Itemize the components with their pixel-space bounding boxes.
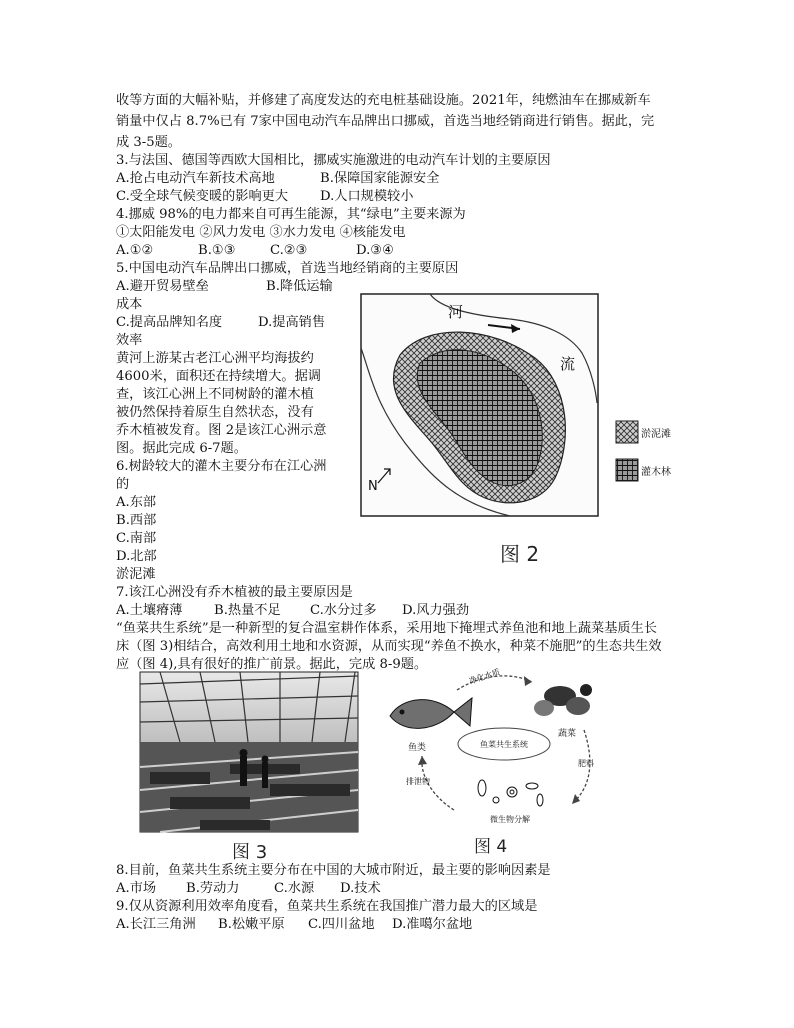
legend-mudflat-swatch bbox=[616, 421, 638, 443]
figure-3 bbox=[140, 672, 360, 864]
q4-items: ①太阳能发电 ②风力发电 ③水力发电 ④核能发电 bbox=[116, 225, 406, 240]
q5-options-cd bbox=[116, 314, 325, 332]
passage2-line-4: 被仍然保持着原生自然状态，没有 bbox=[116, 405, 314, 420]
fish-label: 鱼类 bbox=[408, 743, 427, 753]
q6-stem-cont: 的 bbox=[116, 477, 130, 492]
q7-option-a[interactable]: A.土壤瘠薄 bbox=[116, 603, 183, 618]
north-label: N bbox=[368, 479, 378, 494]
q8-option-b[interactable]: B.劳动力 bbox=[186, 881, 240, 896]
q3-option-b[interactable]: B.保障国家能源安全 bbox=[320, 171, 440, 186]
q9-stem: 9.仅从资源利用效率角度看，鱼菜共生系统在我国推广潜力最大的区域是 bbox=[116, 899, 538, 914]
q4-option-c[interactable]: C.②③ bbox=[270, 243, 308, 258]
q9-option-a[interactable]: A.长江三角洲 bbox=[116, 917, 196, 932]
q4-stem: 4.挪威 98%的电力都来自可再生能源，其“绿电”主要来源为 bbox=[116, 207, 466, 222]
island-map bbox=[360, 293, 671, 573]
passage2-line-6: 图。据此完成 6-7题。 bbox=[116, 441, 247, 456]
q5-option-b-cont: 成本 bbox=[116, 297, 143, 312]
center-label: 鱼菜共生系统 bbox=[480, 740, 528, 749]
q9-option-b[interactable]: B.松嫩平原 bbox=[218, 917, 285, 932]
q5-stem: 5.中国电动汽车品牌出口挪威，首选当地经销商的主要原因 bbox=[116, 261, 459, 276]
q5-option-c[interactable]: C.提高品牌知名度 bbox=[116, 315, 223, 330]
q3-options-cd bbox=[116, 188, 413, 206]
q7-stem: 7.该江心洲没有乔木植被的最主要原因是 bbox=[116, 585, 353, 600]
river-label-2: 流 bbox=[560, 355, 576, 373]
intro-line-3: 成 3-5题。 bbox=[116, 135, 181, 150]
legend-mudflat-label: 淤泥滩 bbox=[641, 429, 671, 440]
q8-option-a[interactable]: A.市场 bbox=[116, 881, 157, 896]
q9-options bbox=[116, 916, 472, 934]
q4-options bbox=[116, 242, 394, 260]
legend-shrub-swatch bbox=[616, 459, 638, 481]
q3-stem: 3.与法国、德国等西欧大国相比，挪威实施激进的电动汽车计划的主要原因 bbox=[116, 153, 551, 168]
figure-2-caption: 图 2 bbox=[500, 542, 540, 566]
fish-icon bbox=[390, 700, 454, 729]
passage3-line-3: 应（图 4),具有很好的推广前景。据此，完成 8-9题。 bbox=[116, 657, 428, 672]
q3-options-ab bbox=[116, 170, 439, 188]
q6-option-b[interactable]: B.西部 bbox=[116, 513, 157, 528]
q8-option-d[interactable]: D.技术 bbox=[340, 881, 381, 896]
q7-option-b[interactable]: B.热量不足 bbox=[214, 603, 281, 618]
q5-option-d[interactable]: D.提高销售 bbox=[258, 315, 326, 330]
passage2-line-5: 乔木植被发育。图 2是该江心洲示意 bbox=[116, 423, 327, 438]
q3-option-c[interactable]: C.受全球气候变暖的影响更大 bbox=[116, 189, 289, 204]
q9-option-c[interactable]: C.四川盆地 bbox=[308, 917, 375, 932]
river-label-1: 河 bbox=[448, 303, 464, 321]
passage2-line-3: 查，该江心洲上不同树龄的灌木植 bbox=[116, 387, 314, 402]
q4-option-b[interactable]: B.①③ bbox=[198, 243, 236, 258]
top-label: 净化水质 bbox=[467, 667, 502, 686]
q3-option-a[interactable]: A.抢占电动汽车新技术高地 bbox=[116, 171, 275, 186]
q8-stem: 8.目前，鱼菜共生系统主要分布在中国的大城市附近，最主要的影响因素是 bbox=[116, 863, 551, 878]
q5-option-b[interactable]: B.降低运输 bbox=[266, 279, 333, 294]
q5-option-d-cont: 效率 bbox=[116, 333, 143, 348]
q7-options bbox=[116, 602, 469, 620]
q5-options-ab bbox=[116, 278, 333, 296]
bottom-label: 微生物分解 bbox=[490, 815, 530, 824]
figure-4 bbox=[372, 664, 642, 860]
figure-4-caption: 图 4 bbox=[474, 837, 508, 857]
q4-option-d[interactable]: D.③④ bbox=[356, 243, 394, 258]
passage3-line-1: “鱼菜共生系统”是一种新型的复合温室耕作体系，采用地下掩埋式养鱼池和地上蔬菜基质生长 bbox=[116, 621, 657, 636]
q5-option-a[interactable]: A.避开贸易壁垒 bbox=[116, 279, 209, 294]
legend-shrub-label: 灌木林 bbox=[641, 467, 671, 478]
passage3-line-2: 床（图 3)相结合，高效利用土地和水资源，从而实现“养鱼不换水，种菜不施肥”的生态共生效 bbox=[116, 639, 662, 654]
greenhouse-photo bbox=[140, 672, 360, 864]
vegetable-label: 蔬菜 bbox=[558, 729, 577, 739]
worker-figure-2 bbox=[262, 762, 268, 788]
q4-option-a[interactable]: A.①② bbox=[116, 243, 154, 258]
q3-option-d[interactable]: D.人口规模较小 bbox=[320, 189, 414, 204]
figure-3-caption: 图 3 bbox=[232, 842, 268, 863]
q6-option-c[interactable]: C.南部 bbox=[116, 531, 157, 546]
q6-stray-label: 淤泥滩 bbox=[116, 567, 156, 582]
q6-stem: 6.树龄较大的灌木主要分布在江心洲 bbox=[116, 459, 327, 474]
q6-option-d[interactable]: D.北部 bbox=[116, 549, 157, 564]
q6-option-a[interactable]: A.东部 bbox=[116, 495, 157, 510]
worker-figure bbox=[240, 756, 247, 786]
microbe-icons bbox=[478, 780, 543, 806]
q9-option-d[interactable]: D.准噶尔盆地 bbox=[392, 917, 473, 932]
intro-line-2: 销量中仅占 8.7%已有 7家中国电动汽车品牌出口挪威，首选当地经销商进行销售。据此，完 bbox=[116, 114, 655, 129]
passage2-line-2: 4600米，面积还在持续增大。据调 bbox=[116, 369, 321, 384]
q8-option-c[interactable]: C.水源 bbox=[274, 881, 315, 896]
figure-2 bbox=[360, 293, 671, 573]
q7-option-d[interactable]: D.风力强劲 bbox=[402, 603, 470, 618]
left-label: 排泄物 bbox=[406, 777, 430, 786]
passage2-line-1: 黄河上游某古老江心洲平均海拔约 bbox=[116, 351, 314, 366]
q7-option-c[interactable]: C.水分过多 bbox=[310, 603, 377, 618]
right-label: 肥料 bbox=[578, 759, 594, 768]
q8-options bbox=[116, 880, 381, 898]
intro-line-1: 收等方面的大幅补贴，并修建了高度发达的充电桩基础设施。2021年，纯燃油车在挪威新车 bbox=[116, 93, 651, 108]
aquaponics-cycle bbox=[372, 664, 642, 860]
